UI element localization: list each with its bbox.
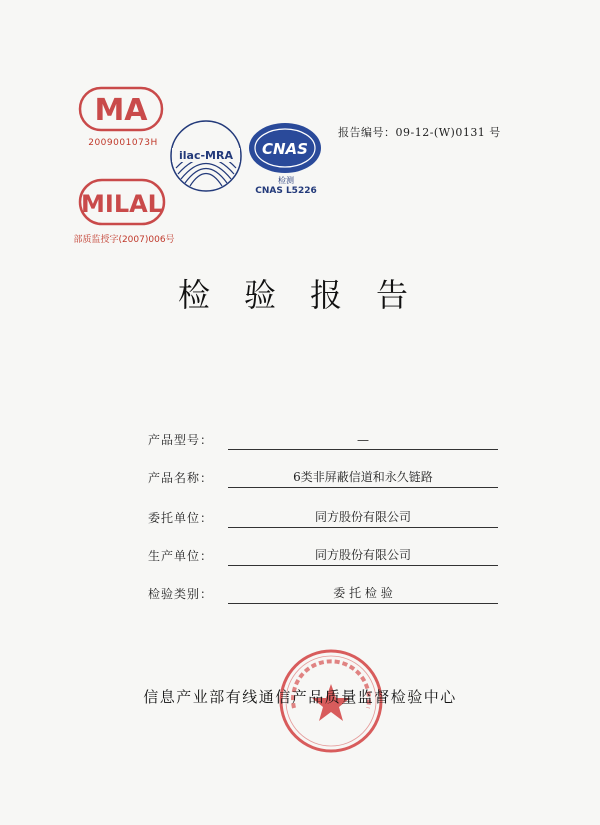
cnas-code: CNAS L5226	[255, 186, 317, 196]
cma-logo	[78, 86, 164, 132]
field-value: 同方股份有限公司	[314, 510, 411, 524]
milal-logo	[78, 178, 166, 226]
cnas-caption	[244, 176, 328, 197]
ilac-mra-logo	[168, 118, 244, 194]
cnas-sub-label: 检测	[278, 176, 294, 185]
field-product-model	[148, 428, 498, 450]
field-client	[148, 506, 498, 528]
field-product-name	[148, 466, 498, 488]
field-underline	[228, 487, 498, 488]
field-manufacturer	[148, 544, 498, 566]
svg-text:MILAL: MILAL	[81, 190, 163, 218]
field-value: —	[357, 433, 369, 447]
svg-text:MA: MA	[94, 93, 148, 128]
issuing-organization: 信息产业部有线通信产品质量监督检验中心	[143, 688, 457, 706]
svg-text:ilac-MRA: ilac-MRA	[179, 149, 233, 162]
field-label: 委托单位：	[148, 511, 214, 525]
field-underline	[228, 565, 498, 566]
svg-text:CNAS: CNAS	[262, 140, 308, 158]
field-underline	[228, 603, 498, 604]
cnas-logo	[246, 118, 324, 178]
page-title: 检验报告	[177, 276, 442, 314]
field-underline	[228, 449, 498, 450]
field-label: 检验类别：	[148, 587, 214, 601]
field-inspection-type	[148, 582, 498, 604]
field-value: 6类非屏蔽信道和永久链路	[293, 470, 433, 484]
field-label: 产品名称：	[148, 471, 214, 485]
report-number: 报告编号：09-12-(W)0131 号	[338, 126, 501, 139]
field-underline	[228, 527, 498, 528]
field-label: 产品型号：	[148, 433, 214, 447]
field-value: 委 托 检 验	[333, 586, 393, 600]
cma-number: 2009001073H	[88, 138, 158, 148]
field-value: 同方股份有限公司	[314, 548, 411, 562]
field-label: 生产单位：	[148, 549, 214, 563]
milal-authorization: 部质监授字(2007)006号	[73, 235, 175, 245]
